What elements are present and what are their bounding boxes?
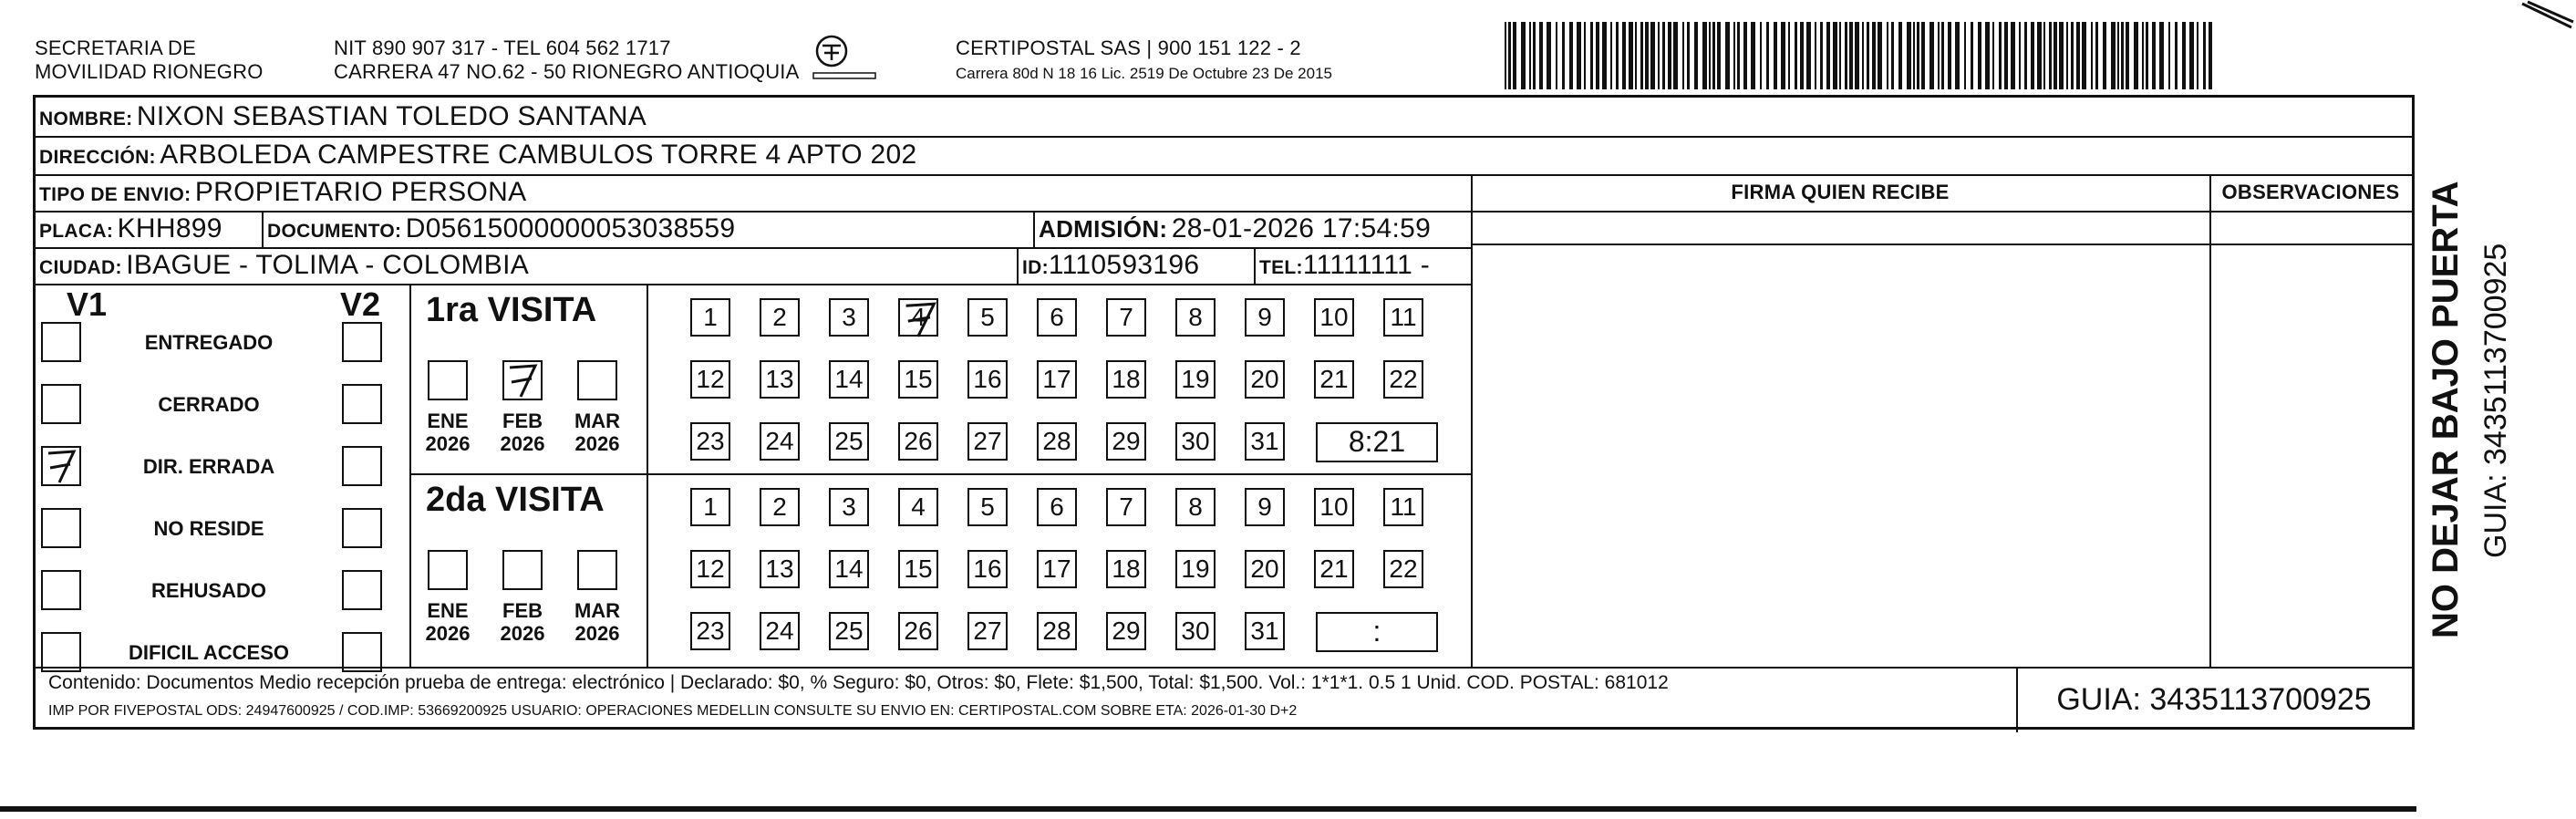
- second-visit-day[interactable]: 30: [1175, 612, 1216, 650]
- documento-cell: [267, 211, 735, 252]
- first-visit-day[interactable]: 8: [1175, 298, 1216, 337]
- first-visit-day[interactable]: 28: [1037, 422, 1077, 461]
- status-label: CERRADO: [158, 393, 260, 416]
- first-visit-month-checkbox[interactable]: [502, 360, 543, 400]
- first-visit-day[interactable]: 10: [1314, 298, 1354, 337]
- v2-checkbox[interactable]: [342, 570, 382, 610]
- second-visit-day[interactable]: 12: [690, 550, 730, 588]
- first-visit-day[interactable]: 1: [690, 298, 730, 337]
- courier-line1: CERTIPOSTAL SAS | 900 151 122 - 2: [956, 36, 1301, 59]
- month-name: FEB: [502, 410, 543, 432]
- second-visit-day[interactable]: 15: [898, 550, 938, 588]
- month-year: 2026: [425, 622, 471, 645]
- tipo-envio-value: PROPIETARIO PERSONA: [194, 177, 527, 207]
- id-label: ID:: [1022, 257, 1049, 278]
- documento-value: D05615000000053038559: [405, 213, 736, 244]
- tel-value: 11111111 -: [1302, 250, 1431, 280]
- month-name: ENE: [427, 410, 469, 432]
- first-visit-day[interactable]: 13: [760, 360, 800, 399]
- first-visit-day[interactable]: 16: [967, 360, 1008, 399]
- address-line: CARRERA 47 NO.62 - 50 RIONEGRO ANTIOQUIA: [334, 60, 800, 83]
- nit-line: NIT 890 907 317 - TEL 604 562 1717: [334, 36, 671, 59]
- v1-checkbox[interactable]: [41, 446, 81, 486]
- second-visit-month-checkbox[interactable]: [577, 550, 617, 590]
- ciudad-value: IBAGUE - TOLIMA - COLOMBIA: [126, 250, 530, 280]
- status-label: NO RESIDE: [153, 517, 264, 540]
- second-visit-day[interactable]: 8: [1175, 488, 1216, 526]
- tipo-envio-row: [39, 174, 526, 215]
- second-visit-day[interactable]: 24: [760, 612, 800, 650]
- first-visit-day[interactable]: 11: [1383, 298, 1423, 337]
- second-visit-time[interactable]: :: [1316, 612, 1438, 652]
- v2-checkbox[interactable]: [342, 508, 382, 548]
- second-visit-day[interactable]: 28: [1037, 612, 1077, 650]
- status-label: REHUSADO: [151, 579, 266, 602]
- footer-guia: GUIA: 3435113700925: [2056, 682, 2372, 717]
- second-visit-day[interactable]: 25: [829, 612, 869, 650]
- second-visit-day[interactable]: 22: [1383, 550, 1423, 588]
- footer-content-line: Contenido: Documentos Medio recepción prueba de entrega: electrónico | Declarado: $0, % Seguro: $0, Otros: $0, Flete: $1,500, Total: $1,500. Vol.: 1*1*1. 0.5 1 Unid. COD. POSTAL: 681012: [48, 672, 1669, 693]
- second-visit-day[interactable]: 11: [1383, 488, 1423, 526]
- second-visit-day[interactable]: 4: [898, 488, 938, 526]
- second-visit-day[interactable]: 18: [1106, 550, 1146, 588]
- admision-cell: [1039, 211, 1431, 252]
- second-visit-day[interactable]: 2: [760, 488, 800, 526]
- second-visit-month-checkbox[interactable]: [502, 550, 543, 590]
- footer-imp-line: IMP POR FIVEPOSTAL ODS: 24947600925 / COD.IMP: 53669200925 USUARIO: OPERACIONES MEDELLIN CONSULTE SU ENVIO EN: CERTIPOSTAL.COM SOBRE ETA: 2026-01-30 D+2: [48, 703, 1298, 719]
- id-value: 1110593196: [1048, 250, 1200, 280]
- v2-checkbox[interactable]: [342, 632, 382, 672]
- first-visit-month-checkbox[interactable]: [428, 360, 468, 400]
- v1-header: V1: [67, 285, 108, 323]
- first-visit-day[interactable]: 20: [1245, 360, 1285, 399]
- first-visit-day[interactable]: 14: [829, 360, 869, 399]
- v1-checkbox[interactable]: [41, 508, 81, 548]
- first-visit-time[interactable]: 8:21: [1316, 422, 1438, 462]
- first-visit-day[interactable]: 23: [690, 422, 730, 461]
- barcode: [1503, 22, 2214, 91]
- second-visit-day[interactable]: 26: [898, 612, 938, 650]
- month-name: ENE: [427, 599, 469, 622]
- courier-logo-icon: [808, 33, 881, 84]
- first-visit-month-label: [563, 410, 632, 455]
- placa-cell: [39, 211, 222, 252]
- first-visit-day[interactable]: 6: [1037, 298, 1077, 337]
- first-visit-day[interactable]: 31: [1245, 422, 1285, 461]
- second-visit-month-label: [488, 599, 557, 645]
- first-visit-day[interactable]: 15: [898, 360, 938, 399]
- tipo-envio-label: TIPO DE ENVIO:: [39, 184, 191, 205]
- first-visit-month-label: [413, 410, 482, 455]
- observaciones-label: OBSERVACIONES: [2221, 181, 2400, 203]
- first-visit-title: 1ra VISITA: [426, 291, 597, 329]
- v1-checkbox[interactable]: [41, 384, 81, 424]
- month-name: FEB: [502, 599, 543, 622]
- placa-label: PLACA:: [39, 221, 114, 242]
- ciudad-cell: [39, 247, 529, 288]
- handwritten-check-mark: [43, 448, 79, 484]
- first-visit-day[interactable]: 29: [1106, 422, 1146, 461]
- second-visit-day[interactable]: 21: [1314, 550, 1354, 588]
- side-guia: GUIA: 3435113700925: [2478, 243, 2513, 558]
- admision-value: 28-01-2026 17:54:59: [1171, 213, 1432, 244]
- second-visit-day[interactable]: 1: [690, 488, 730, 526]
- delivery-form: [33, 95, 2415, 730]
- v1-checkbox[interactable]: [41, 322, 81, 362]
- month-year: 2026: [574, 622, 620, 645]
- month-name: MAR: [574, 410, 621, 432]
- second-visit-day[interactable]: 31: [1245, 612, 1285, 650]
- nombre-value: NIXON SEBASTIAN TOLEDO SANTANA: [136, 101, 647, 131]
- first-visit-month-checkbox[interactable]: [577, 360, 617, 400]
- month-name: MAR: [574, 599, 621, 622]
- first-visit-day[interactable]: 9: [1245, 298, 1285, 337]
- org-name-line1: SECRETARIA DE: [35, 36, 197, 59]
- admision-label: ADMISIÓN:: [1039, 215, 1168, 243]
- first-visit-day[interactable]: 27: [967, 422, 1008, 461]
- status-label: ENTREGADO: [144, 331, 274, 354]
- firma-label: FIRMA QUIEN RECIBE: [1731, 181, 1950, 203]
- second-visit-day[interactable]: 10: [1314, 488, 1354, 526]
- first-visit-day[interactable]: 22: [1383, 360, 1423, 399]
- tel-cell: [1259, 247, 1430, 288]
- second-visit-day[interactable]: 19: [1175, 550, 1216, 588]
- v2-header: V2: [340, 285, 381, 323]
- v2-checkbox[interactable]: [342, 446, 382, 486]
- month-year: 2026: [425, 432, 471, 455]
- month-year: 2026: [500, 432, 545, 455]
- v1-checkbox[interactable]: [41, 632, 81, 672]
- bottom-rule: [0, 806, 2416, 812]
- second-visit-day[interactable]: 7: [1106, 488, 1146, 526]
- status-label: DIR. ERRADA: [142, 455, 275, 478]
- handwritten-check-mark: [900, 300, 940, 338]
- second-visit-day[interactable]: 5: [967, 488, 1008, 526]
- v2-checkbox[interactable]: [342, 322, 382, 362]
- first-visit-month-label: [488, 410, 557, 455]
- first-visit-day[interactable]: 7: [1106, 298, 1146, 337]
- second-visit-month-checkbox[interactable]: [428, 550, 468, 590]
- month-year: 2026: [574, 432, 620, 455]
- first-visit-day[interactable]: 21: [1314, 360, 1354, 399]
- placa-value: KHH899: [117, 213, 222, 244]
- second-visit-day[interactable]: 6: [1037, 488, 1077, 526]
- id-cell: [1022, 247, 1199, 288]
- first-visit-day[interactable]: 5: [967, 298, 1008, 337]
- first-visit-day[interactable]: 19: [1175, 360, 1216, 399]
- page-corner-mark: [2519, 0, 2576, 46]
- nombre-label: NOMBRE:: [39, 109, 133, 130]
- first-visit-day[interactable]: 12: [690, 360, 730, 399]
- first-visit-day[interactable]: 24: [760, 422, 800, 461]
- direccion-value: ARBOLEDA CAMPESTRE CAMBULOS TORRE 4 APTO 202: [160, 140, 917, 170]
- first-visit-day[interactable]: 3: [829, 298, 869, 337]
- first-visit-day[interactable]: 30: [1175, 422, 1216, 461]
- documento-label: DOCUMENTO:: [267, 221, 402, 242]
- courier-line2: Carrera 80d N 18 16 Lic. 2519 De Octubre 23 De 2015: [956, 65, 1332, 82]
- tel-label: TEL:: [1259, 257, 1303, 278]
- handwritten-check-mark: [504, 362, 541, 399]
- first-visit-day[interactable]: 2: [760, 298, 800, 337]
- second-visit-day[interactable]: 14: [829, 550, 869, 588]
- first-visit-day[interactable]: 17: [1037, 360, 1077, 399]
- direccion-label: DIRECCIÓN:: [39, 147, 156, 168]
- month-year: 2026: [500, 622, 545, 645]
- second-visit-day[interactable]: 29: [1106, 612, 1146, 650]
- first-visit-day[interactable]: 18: [1106, 360, 1146, 399]
- v2-checkbox[interactable]: [342, 384, 382, 424]
- side-warning: NO DEJAR BAJO PUERTA: [2426, 181, 2466, 638]
- status-label: DIFICIL ACCESO: [128, 641, 289, 664]
- nombre-row: [39, 98, 647, 140]
- direccion-row: [39, 136, 916, 179]
- second-visit-day[interactable]: 17: [1037, 550, 1077, 588]
- second-visit-month-label: [413, 599, 482, 645]
- second-visit-day[interactable]: 3: [829, 488, 869, 526]
- v1-checkbox[interactable]: [41, 570, 81, 610]
- second-visit-day[interactable]: 16: [967, 550, 1008, 588]
- second-visit-day[interactable]: 27: [967, 612, 1008, 650]
- org-name-line2: MOVILIDAD RIONEGRO: [35, 60, 264, 83]
- first-visit-day[interactable]: 4: [898, 298, 938, 337]
- first-visit-day[interactable]: 26: [898, 422, 938, 461]
- ciudad-label: CIUDAD:: [39, 257, 122, 278]
- second-visit-title: 2da VISITA: [426, 481, 605, 519]
- second-visit-day[interactable]: 23: [690, 612, 730, 650]
- second-visit-day[interactable]: 13: [760, 550, 800, 588]
- second-visit-day[interactable]: 20: [1245, 550, 1285, 588]
- second-visit-month-label: [563, 599, 632, 645]
- second-visit-day[interactable]: 9: [1245, 488, 1285, 526]
- first-visit-day[interactable]: 25: [829, 422, 869, 461]
